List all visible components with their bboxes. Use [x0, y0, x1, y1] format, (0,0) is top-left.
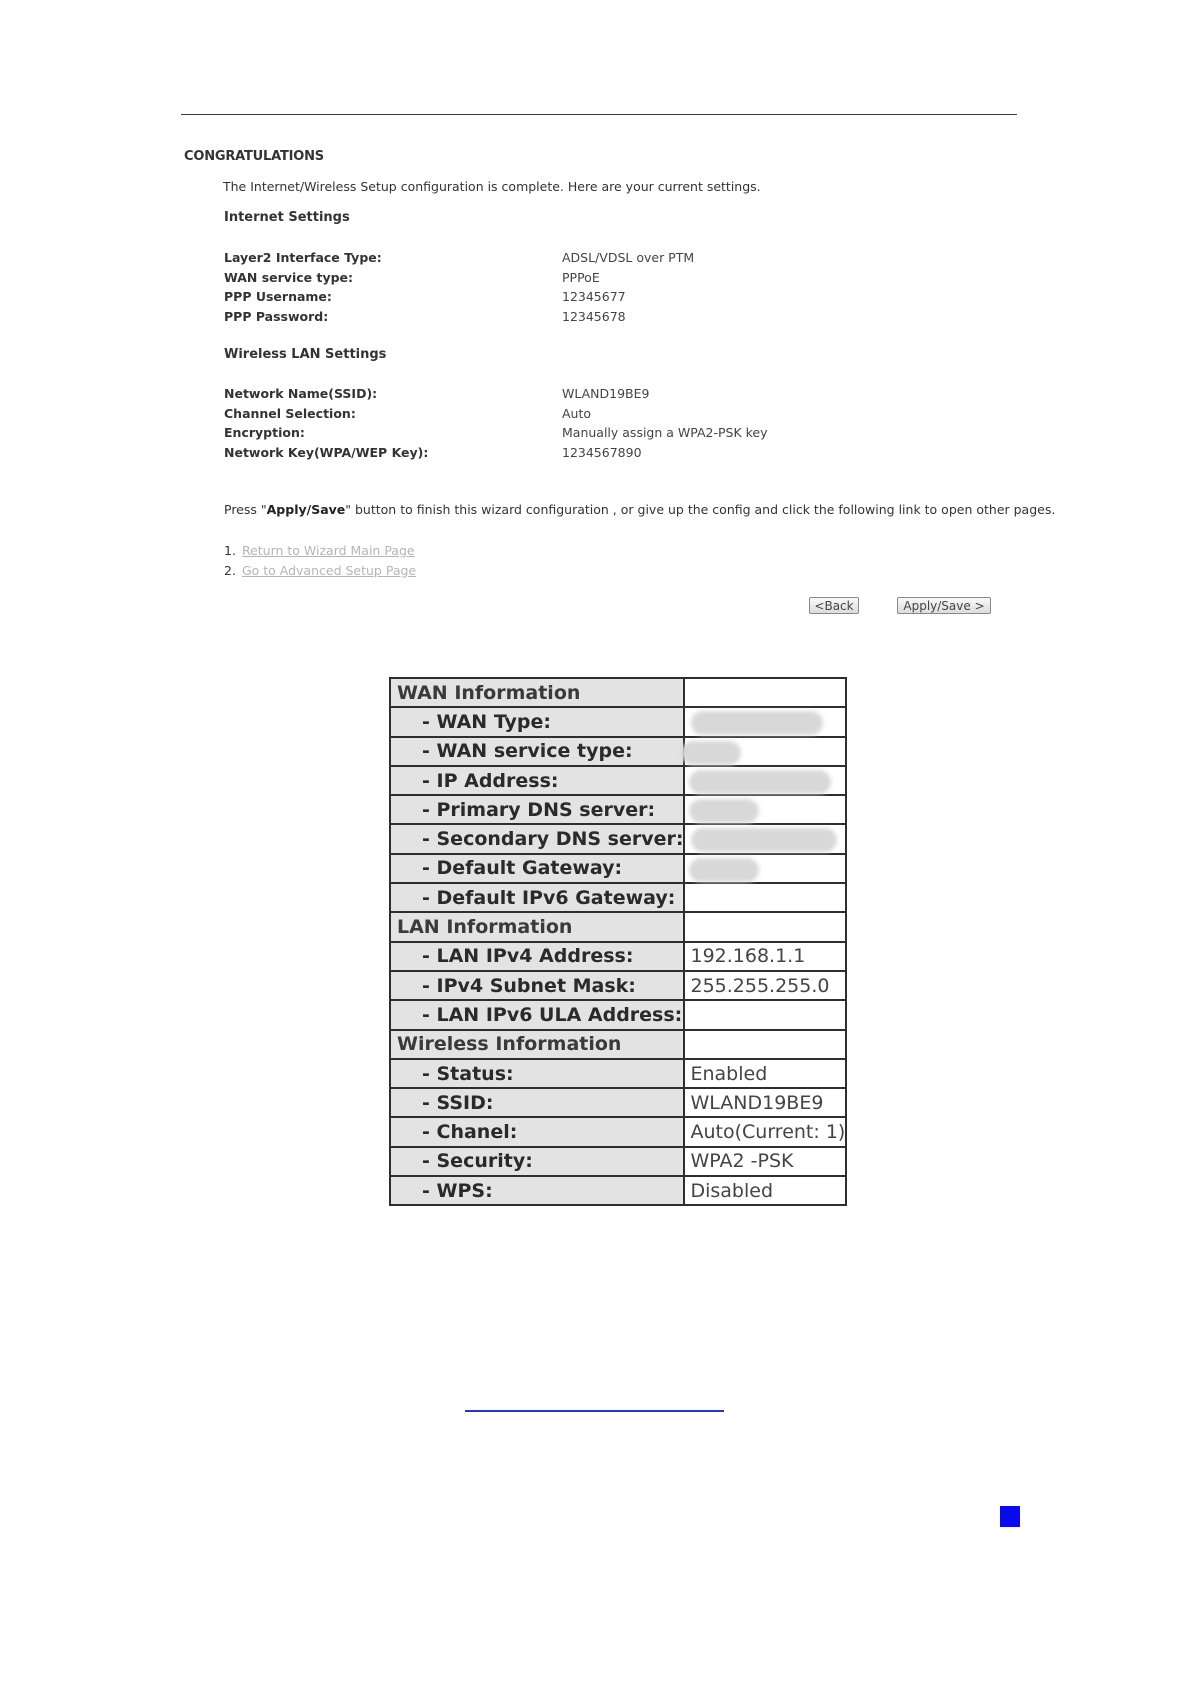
- apply-save-button[interactable]: Apply/Save >: [897, 597, 991, 614]
- row-value: [684, 971, 846, 1000]
- redacted-value: [689, 858, 759, 882]
- setting-key: Layer2 Interface Type:: [224, 250, 382, 265]
- redacted-value: [689, 799, 759, 823]
- row-value-text: 192.168.1.1: [690, 945, 806, 968]
- row-value: [684, 1000, 846, 1029]
- list-item: [224, 561, 416, 581]
- row-value: [684, 854, 846, 883]
- row-value-text: Enabled: [690, 1062, 768, 1085]
- row-value: [684, 737, 846, 766]
- row-label: - Security:: [390, 1147, 684, 1176]
- row-value-text: Disabled: [690, 1179, 774, 1202]
- back-button[interactable]: <Back: [809, 597, 859, 614]
- setting-key: Network Name(SSID):: [224, 386, 378, 401]
- setting-value: PPPoE: [562, 269, 600, 285]
- row-value: [684, 1117, 846, 1146]
- table-row: [390, 1000, 846, 1029]
- setting-key: Network Key(WPA/WEP Key):: [224, 444, 429, 460]
- table-section-row: [390, 1030, 846, 1059]
- internet-settings-heading: Internet Settings: [224, 210, 350, 225]
- link-list: [224, 541, 416, 580]
- table-row: [390, 1176, 846, 1205]
- footer-divider: [465, 1410, 724, 1412]
- table-row: [390, 1059, 846, 1088]
- instruction-bold: Apply/Save: [266, 502, 346, 517]
- link-number: 2.: [224, 562, 236, 578]
- advanced-setup-link[interactable]: Go to Advanced Setup Page: [241, 562, 417, 578]
- row-label: - Chanel:: [390, 1117, 684, 1146]
- instruction-text: [224, 502, 1055, 517]
- setting-value: 12345677: [562, 289, 626, 304]
- return-to-wizard-link[interactable]: Return to Wizard Main Page: [241, 543, 415, 558]
- row-label: - WPS:: [390, 1176, 684, 1205]
- row-value: [684, 942, 846, 971]
- table-section-row: [390, 678, 846, 707]
- table-row: [390, 795, 846, 824]
- instruction-after: " button to finish this wizard configuration , or give up the config and click the following link to open other pages.: [345, 502, 1056, 517]
- table-row: [390, 766, 846, 795]
- table-row: [390, 854, 846, 883]
- setting-key: WAN service type:: [224, 269, 354, 285]
- row-label: - WAN service type:: [390, 737, 684, 766]
- row-label: WAN Information: [390, 678, 684, 707]
- setting-key: PPP Username:: [224, 289, 332, 304]
- row-label: - LAN IPv6 ULA Address:: [390, 1000, 684, 1029]
- row-value-text: Auto(Current: 1): [690, 1121, 846, 1144]
- setting-key: Encryption:: [224, 425, 305, 440]
- setting-key: Channel Selection:: [224, 405, 356, 421]
- row-label: - Primary DNS server:: [390, 795, 684, 824]
- table-row: [390, 737, 846, 766]
- device-info-body: [390, 678, 846, 1205]
- row-label: - IP Address:: [390, 766, 684, 795]
- row-value-text: 255.255.255.0: [690, 974, 830, 997]
- intro-text: The Internet/Wireless Setup configuration is complete. Here are your current settings.: [223, 179, 761, 194]
- table-row: [390, 1117, 846, 1146]
- row-value: [684, 678, 846, 707]
- row-label: - Default IPv6 Gateway:: [390, 883, 684, 912]
- row-value-text: WLAND19BE9: [690, 1091, 824, 1114]
- instruction-before: Press ": [224, 502, 267, 517]
- row-label: - Status:: [390, 1059, 684, 1088]
- wireless-settings-heading: Wireless LAN Settings: [224, 347, 387, 362]
- row-label: - Secondary DNS server:: [390, 824, 684, 853]
- table-row: [390, 707, 846, 736]
- page-title: CONGRATULATIONS: [184, 149, 324, 164]
- setting-value: ADSL/VDSL over PTM: [562, 250, 695, 265]
- device-info-table: [389, 677, 847, 1206]
- row-value: [684, 1030, 846, 1059]
- row-value: [684, 824, 846, 853]
- row-label: - SSID:: [390, 1088, 684, 1117]
- row-value: [684, 1059, 846, 1088]
- redacted-value: [689, 770, 831, 794]
- link-number: 1.: [224, 543, 236, 558]
- list-item: [224, 541, 416, 561]
- row-label: - WAN Type:: [390, 707, 684, 736]
- row-value: [684, 1176, 846, 1205]
- setting-value: 12345678: [562, 308, 626, 324]
- row-value: [684, 707, 846, 736]
- row-label: - LAN IPv4 Address:: [390, 942, 684, 971]
- table-row: [390, 942, 846, 971]
- row-label: LAN Information: [390, 912, 684, 941]
- row-label: - Default Gateway:: [390, 854, 684, 883]
- row-label: Wireless Information: [390, 1030, 684, 1059]
- setting-value: 1234567890: [562, 444, 642, 460]
- row-label: - IPv4 Subnet Mask:: [390, 971, 684, 1000]
- setting-value: Auto: [562, 405, 592, 421]
- top-divider: [181, 114, 1017, 115]
- redacted-value: [691, 711, 823, 735]
- row-value: [684, 1147, 846, 1176]
- table-row: [390, 824, 846, 853]
- redacted-value: [681, 741, 741, 765]
- row-value: [684, 795, 846, 824]
- row-value: [684, 766, 846, 795]
- row-value: [684, 1088, 846, 1117]
- row-value-text: WPA2 -PSK: [690, 1150, 794, 1173]
- page-marker: [1000, 1506, 1020, 1527]
- row-value: [684, 912, 846, 941]
- setting-key: PPP Password:: [224, 308, 329, 324]
- table-row: [390, 971, 846, 1000]
- redacted-value: [691, 828, 837, 852]
- table-row: [390, 1088, 846, 1117]
- table-row: [390, 1147, 846, 1176]
- setting-value: WLAND19BE9: [562, 386, 650, 401]
- setting-value: Manually assign a WPA2-PSK key: [562, 425, 768, 440]
- table-row: [390, 883, 846, 912]
- row-value: [684, 883, 846, 912]
- table-section-row: [390, 912, 846, 941]
